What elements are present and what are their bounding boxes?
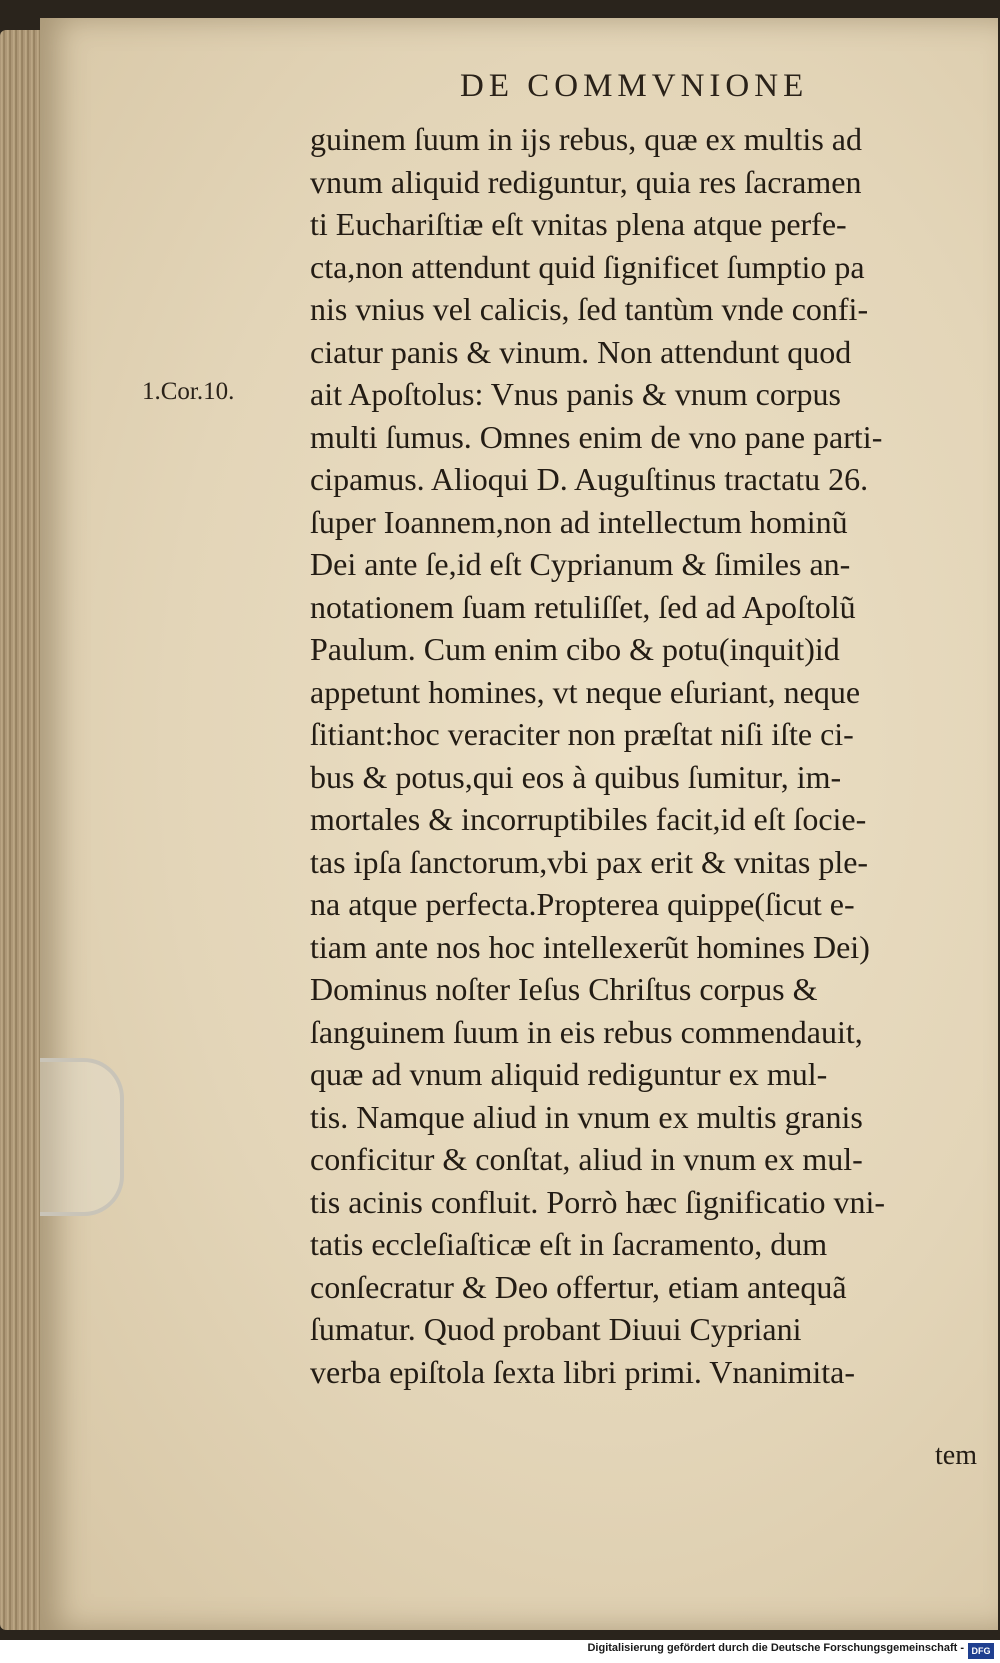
text-line: cta,non attendunt quid ſignificet ſumptio pa (310, 248, 865, 285)
running-head: DE COMMVNIONE (460, 68, 809, 104)
text-line: Dominus noſter Ieſus Chriſtus corpus & (310, 971, 818, 1007)
text-line: ſumatur. Quod probant Diuui Cypriani (310, 1311, 802, 1347)
margin-note: 1.Cor.10. (142, 378, 235, 405)
text-line: bus & potus,qui eos à quibus ſumitur, im- (310, 758, 842, 795)
dfg-logo-icon: DFG (968, 1643, 994, 1659)
text-line: vnum aliquid rediguntur, quia res ſacramen (310, 163, 862, 200)
text-line: tatis eccleſiaſticæ eſt in ſacramento, dum (310, 1226, 828, 1262)
text-line: cipamus. Alioqui D. Auguſtinus tractatu 26. (310, 461, 869, 497)
text-line: conſecratur & Deo offertur, etiam antequã (310, 1268, 847, 1305)
text-line: ſuper Ioannem,non ad intellectum hominũ (310, 503, 848, 540)
page-clip (40, 1058, 124, 1216)
text-line: tis acinis confluit. Porrò hæc ſignificatio vni- (310, 1183, 886, 1220)
body-text (310, 118, 1000, 1393)
text-line: ait Apoſtolus: Vnus panis & vnum corpus (310, 376, 841, 412)
text-line: tas ipſa ſanctorum,vbi pax erit & vnitas ple- (310, 843, 869, 880)
text-line: notationem ſuam retuliſſet, ſed ad Apoſtolũ (310, 588, 856, 625)
text-line: Paulum. Cum enim cibo & potu(inquit)id (310, 631, 840, 667)
text-line: multi ſumus. Omnes enim de vno pane parti- (310, 418, 883, 455)
text-line: tiam ante nos hoc intellexerũt homines Dei) (310, 928, 870, 965)
text-line: verba epiſtola ſexta libri primi. Vnanimita- (310, 1353, 856, 1390)
text-line: ſitiant:hoc veraciter non præſtat niſi iſte ci- (310, 716, 854, 752)
footer-bar (0, 1640, 1000, 1663)
text-line: appetunt homines, vt neque eſuriant, neque (310, 673, 861, 710)
text-line: ti Euchariſtiæ eſt vnitas plena atque perfe- (310, 206, 847, 242)
catchword: tem (935, 1440, 977, 1471)
text-line: na atque perfecta.Propterea quippe(ſicut e- (310, 886, 855, 922)
text-line: guinem ſuum in ijs rebus, quæ ex multis ad (310, 121, 862, 157)
text-line: quæ ad vnum aliquid rediguntur ex mul- (310, 1056, 828, 1092)
text-line: conficitur & conſtat, aliud in vnum ex mul- (310, 1141, 863, 1177)
funding-credit: Digitalisierung gefördert durch die Deutsche Forschungsgemeinschaft - (587, 1642, 964, 1654)
text-line: mortales & incorruptibiles facit,id eſt ſocie- (310, 801, 867, 837)
text-line: nis vnius vel calicis, ſed tantùm vnde confi- (310, 291, 869, 327)
text-line: tis. Namque aliud in vnum ex multis granis (310, 1098, 863, 1135)
text-line: Dei ante ſe,id eſt Cyprianum & ſimiles an- (310, 546, 851, 582)
text-line: ſanguinem ſuum in eis rebus commendauit, (310, 1013, 863, 1050)
book-page (40, 18, 998, 1630)
text-line: ciatur panis & vinum. Non attendunt quod (310, 333, 852, 370)
